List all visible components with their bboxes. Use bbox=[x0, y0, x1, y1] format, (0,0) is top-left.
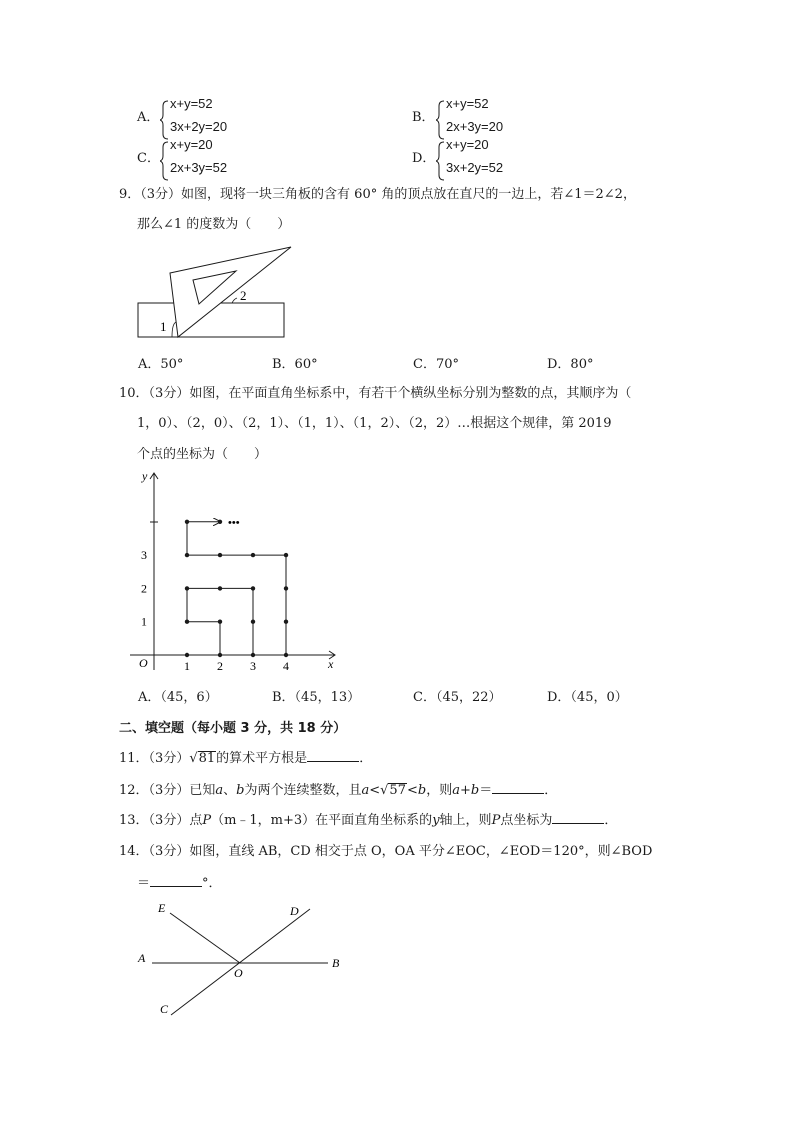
lattice-point bbox=[218, 520, 222, 524]
lattice-point bbox=[218, 653, 222, 657]
q11-radicand: 81 bbox=[198, 751, 216, 766]
q8-c-eq2: 2x+3y=52 bbox=[170, 160, 228, 175]
q13-end: ． bbox=[604, 813, 618, 828]
q11-suffix: 的算术平方根是 bbox=[216, 751, 308, 766]
q9-option-d: D．80° bbox=[547, 357, 594, 372]
q12-then: ，则 bbox=[426, 783, 453, 798]
lattice-point bbox=[185, 653, 189, 657]
q11-prefix: 11．（3分） bbox=[119, 751, 190, 766]
q12-answer-blank[interactable] bbox=[492, 781, 544, 794]
q13-suffix: 点坐标为 bbox=[500, 813, 553, 828]
q12-mid: 为两个连续整数，且 bbox=[244, 783, 362, 798]
lattice-point bbox=[185, 553, 189, 557]
q8-a-eq1: x+y=52 bbox=[170, 96, 213, 111]
continuation-dots: ••• bbox=[228, 517, 240, 529]
q11-end: ． bbox=[359, 751, 373, 766]
q9-figure bbox=[130, 244, 300, 344]
q14-answer-blank[interactable] bbox=[150, 874, 202, 887]
q10-line3: 个点的坐标为（ ） bbox=[137, 447, 268, 462]
q12-sep: 、 bbox=[223, 783, 237, 798]
label-e: E bbox=[158, 901, 166, 915]
sqrt-icon: √ bbox=[189, 751, 198, 766]
q8-d-eq1: x+y=20 bbox=[446, 137, 489, 152]
lattice-point bbox=[284, 553, 288, 557]
y-tick-label: 1 bbox=[141, 614, 147, 629]
label-d: D bbox=[290, 904, 299, 918]
q9-option-c: C．70° bbox=[413, 357, 459, 372]
q12-lt1: < bbox=[369, 783, 381, 798]
lattice-point bbox=[284, 620, 288, 624]
q8-option-d-label: D． bbox=[412, 151, 436, 166]
spiral-path bbox=[185, 520, 288, 658]
x-tick-label: 1 bbox=[184, 659, 190, 673]
q10-option-d: D．（45，0） bbox=[547, 690, 628, 705]
q9-option-b: B．60° bbox=[272, 357, 318, 372]
brace-icon bbox=[160, 100, 170, 140]
q12-prefix: 12．（3分）已知 bbox=[119, 783, 216, 798]
angle1-arc bbox=[172, 322, 176, 337]
brace-icon bbox=[436, 141, 446, 181]
lattice-point bbox=[251, 620, 255, 624]
q14-line2-suffix: °． bbox=[202, 876, 222, 891]
q13-mid: 在平面直角坐标系的 bbox=[315, 813, 433, 828]
q12-sum: a+b bbox=[452, 783, 480, 798]
label-c: C bbox=[160, 1002, 169, 1016]
lattice-point bbox=[218, 553, 222, 557]
lattice-point bbox=[218, 620, 222, 624]
y-tick-label: 2 bbox=[141, 581, 147, 596]
q8-option-c-label: C． bbox=[137, 151, 160, 166]
ray-oe bbox=[170, 913, 240, 963]
q10-line1: 10．（3分）如图，在平面直角坐标系中，有若干个横纵坐标分别为整数的点，其顺序为（ bbox=[119, 386, 632, 401]
lattice-point bbox=[284, 653, 288, 657]
y-axis-label: y bbox=[142, 469, 148, 483]
q10-option-a: A．（45，6） bbox=[138, 690, 218, 705]
section-title-fill-in: 二、填空题（每小题 3 分，共 18 分） bbox=[119, 721, 347, 736]
q8-d-eq2: 3x+2y=52 bbox=[446, 160, 504, 175]
q14-line2-prefix: ＝ bbox=[137, 876, 151, 891]
q13-mid2: 轴上，则 bbox=[439, 813, 492, 828]
q12 bbox=[119, 781, 557, 800]
sqrt-icon: √ bbox=[380, 783, 389, 798]
lattice-point bbox=[251, 553, 255, 557]
q13-y: y bbox=[432, 813, 440, 828]
lattice-point bbox=[185, 586, 189, 590]
lattice-point bbox=[251, 653, 255, 657]
angle-label-1: 1 bbox=[160, 319, 167, 334]
x-tick-label: 3 bbox=[250, 659, 256, 673]
x-tick-label: 2 bbox=[217, 659, 223, 673]
tick-labels bbox=[141, 548, 289, 673]
brace-icon bbox=[436, 100, 446, 140]
label-a: A bbox=[138, 951, 146, 965]
q12-ineq-b: b bbox=[417, 783, 427, 798]
lattice-point bbox=[185, 620, 189, 624]
q9-line2: 那么∠1 的度数为（ ） bbox=[137, 217, 291, 232]
q8-c-eq1: x+y=20 bbox=[170, 137, 213, 152]
q13-point-p: P bbox=[202, 813, 212, 828]
q14-line1: 14．（3分）如图，直线 AB，CD 相交于点 O，OA 平分∠EOC，∠EOD＝120°，则∠BOD bbox=[119, 844, 653, 859]
q12-lt2: < bbox=[406, 783, 418, 798]
q12-radicand: 57 bbox=[389, 783, 406, 798]
triangle-ruler-outer bbox=[170, 247, 291, 337]
q13-prefix: 13．（3分）点 bbox=[119, 813, 203, 828]
angle2-arc bbox=[232, 298, 237, 303]
label-b: B bbox=[332, 956, 340, 970]
x-tick-label: 4 bbox=[283, 659, 289, 673]
q12-eq: ＝ bbox=[479, 783, 493, 798]
angle-label-2: 2 bbox=[240, 288, 247, 303]
q11 bbox=[119, 749, 372, 768]
q13 bbox=[119, 811, 617, 830]
q12-var-a: a bbox=[215, 783, 224, 798]
q8-b-eq1: x+y=52 bbox=[446, 96, 489, 111]
q13-point-p2: P bbox=[491, 813, 501, 828]
q12-end: ． bbox=[544, 783, 558, 798]
q13-answer-blank[interactable] bbox=[552, 811, 604, 824]
x-axis-label: x bbox=[328, 657, 334, 671]
q8-a-eq2: 3x+2y=20 bbox=[170, 119, 228, 134]
q8-option-a-label: A． bbox=[137, 110, 160, 125]
q8-option-b-label: B． bbox=[412, 110, 435, 125]
q10-line2: 1，0）、（2，0）、（2，1）、（1，1）、（1，2）、（2，2）…根据这个规律，第 2019 bbox=[137, 416, 612, 431]
q13-coords: （m﹣1，m+3） bbox=[211, 813, 316, 828]
origin-label: O bbox=[139, 656, 148, 670]
q12-var-b: b bbox=[236, 783, 245, 798]
q8-b-eq2: 2x+3y=20 bbox=[446, 119, 504, 134]
lattice-point bbox=[251, 586, 255, 590]
label-o: O bbox=[234, 966, 243, 980]
lattice-point bbox=[284, 586, 288, 590]
q11-answer-blank[interactable] bbox=[307, 749, 359, 762]
lattice-point bbox=[218, 586, 222, 590]
q12-ineq-a: a bbox=[361, 783, 370, 798]
y-tick-label: 3 bbox=[141, 548, 147, 563]
brace-icon bbox=[160, 141, 170, 181]
lattice-point bbox=[185, 520, 189, 524]
q9-option-a: A．50° bbox=[138, 357, 184, 372]
q9-line1: 9．（3分）如图，现将一块三角板的含有 60° 角的顶点放在直尺的一边上，若∠1＝2∠2， bbox=[119, 187, 636, 202]
line-cd bbox=[171, 909, 310, 1015]
q10-coordinate-figure bbox=[130, 465, 345, 675]
q10-option-c: C．（45，22） bbox=[413, 690, 502, 705]
q14-line2 bbox=[137, 874, 222, 893]
q10-option-b: B．（45，13） bbox=[272, 690, 361, 705]
q14-figure bbox=[130, 898, 360, 1023]
